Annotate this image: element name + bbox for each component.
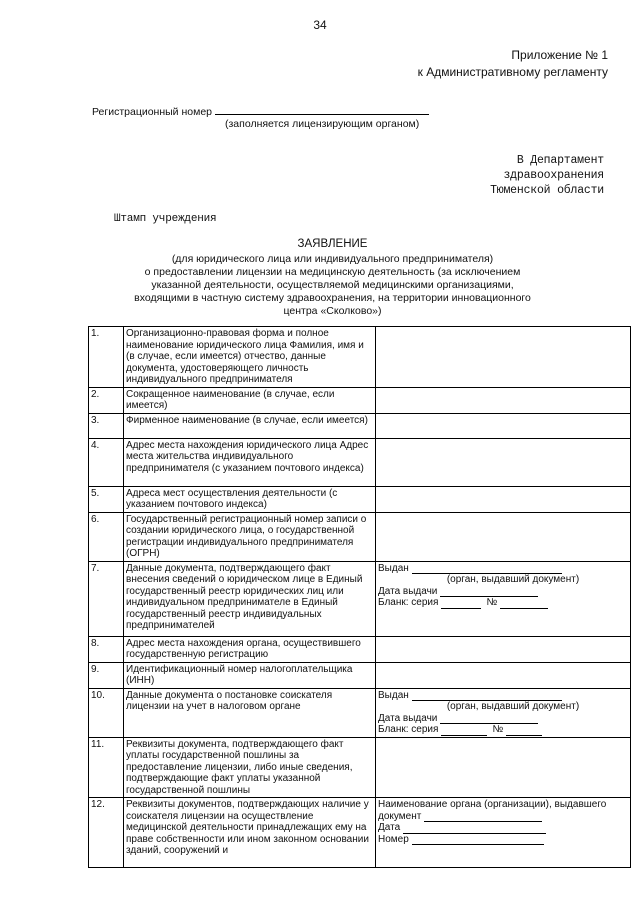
form-series-label: Бланк: серия — [378, 724, 439, 735]
row-value-field[interactable] — [376, 387, 631, 413]
row-number: 3. — [89, 413, 124, 438]
addressee-line-3: Тюменской области — [490, 184, 604, 197]
row-number: 7. — [89, 561, 124, 636]
row-label: Данные документа о постановке соискателя лицензии на учет в налоговом органе — [124, 688, 376, 737]
document-line — [378, 811, 628, 823]
table-row — [89, 561, 631, 636]
table-row — [89, 413, 631, 438]
row-number: 8. — [89, 636, 124, 662]
page-number: 34 — [313, 18, 327, 32]
document-label: документ — [378, 810, 422, 822]
title-line-1: (для юридического лица или индивидуального предпринимателя) — [171, 253, 494, 265]
registration-number-line — [92, 104, 429, 118]
form-number-field[interactable] — [500, 599, 548, 609]
form-number-field[interactable] — [506, 726, 542, 736]
issued-by-label: Выдан — [378, 689, 409, 701]
appendix-line-1: Приложение № 1 — [511, 48, 608, 62]
table-row — [89, 486, 631, 512]
document-details-cell — [376, 561, 631, 636]
row-label: Организационно-правовая форма и полное наименование юридического лица Фамилия, имя и (в случае, если имеется) отчество, данные документа, удостоверяющего личность индивидуального предпринимателя — [124, 327, 376, 388]
row-value-field[interactable] — [376, 737, 631, 798]
row-label: Государственный регистрационный номер записи о создании юридического лица, о государственной регистрации индивидуального предпринимателя (ОГРН) — [124, 512, 376, 561]
row-number: 11. — [89, 737, 124, 798]
row-number: 1. — [89, 327, 124, 388]
row-value-field[interactable] — [376, 662, 631, 688]
issued-by-label: Выдан — [378, 562, 409, 574]
form-series-line — [378, 724, 628, 736]
row-label: Фирменное наименование (в случае, если имеется) — [124, 413, 376, 438]
row-label: Данные документа, подтверждающего факт внесения сведений о юридическом лице в Единый государственный реестр юридических лиц или индивидуальном предпринимателе в Единый государственный реестр индивидуальных предпринимателей — [124, 561, 376, 636]
form-series-line — [378, 597, 628, 609]
row-label: Идентификационный номер налогоплательщика (ИНН) — [124, 662, 376, 688]
table-row — [89, 688, 631, 737]
issue-date-label: Дата выдачи — [378, 712, 438, 724]
issue-date-line — [378, 713, 628, 725]
institution-stamp-label: Штамп учреждения — [114, 213, 217, 225]
title-line-2: о предоставлении лицензии на медицинскую деятельность (за исключением — [144, 266, 521, 278]
form-series-field[interactable] — [441, 726, 487, 736]
row-number: 9. — [89, 662, 124, 688]
row-label: Адрес места нахождения органа, осуществившего государственную регистрацию — [124, 636, 376, 662]
row-label: Реквизиты документов, подтверждающих наличие у соискателя лицензии на осуществление медицинской деятельности принадлежащих ему на праве собственности или ином законном основании зданий, сооружений и — [124, 798, 376, 868]
issue-date-field[interactable] — [440, 587, 538, 597]
number-line — [378, 834, 628, 846]
table-row — [89, 387, 631, 413]
issued-by-field[interactable] — [412, 691, 562, 701]
application-form-table — [88, 326, 631, 868]
date-label: Дата — [378, 822, 401, 833]
tax-document-details-cell — [376, 688, 631, 737]
row-number: 4. — [89, 438, 124, 486]
row-label: Реквизиты документа, подтверждающего факт уплаты государственной пошлины за предоставление лицензии, либо иные сведения, подтверждающие факт уплаты указанной государственной пошлины — [124, 737, 376, 798]
appendix-heading — [418, 47, 608, 81]
row-value-field[interactable] — [376, 413, 631, 438]
table-row — [89, 662, 631, 688]
title-line-3: указанной деятельности, осуществляемой медицинскими организациями, — [151, 279, 514, 291]
application-title: ЗАЯВЛЕНИЕ — [297, 238, 368, 250]
row-label: Адрес места нахождения юридического лица Адрес места жительства индивидуального предпринимателя (с указанием почтового индекса) — [124, 438, 376, 486]
issue-date-line — [378, 586, 628, 598]
form-series-label: Бланк: серия — [378, 597, 439, 608]
table-row — [89, 737, 631, 798]
number-field[interactable] — [412, 835, 544, 845]
row-value-field[interactable] — [376, 438, 631, 486]
appendix-line-2: к Административному регламенту — [417, 65, 608, 79]
form-number-label: № — [492, 724, 504, 735]
issued-by-field[interactable] — [412, 564, 562, 574]
row-number: 6. — [89, 512, 124, 561]
row-number: 5. — [89, 486, 124, 512]
row-value-field[interactable] — [376, 327, 631, 388]
row-number: 10. — [89, 688, 124, 737]
date-line — [378, 822, 628, 834]
table-row — [89, 438, 631, 486]
addressee-block — [490, 153, 604, 198]
issued-by-line — [378, 563, 628, 575]
row-value-field[interactable] — [376, 486, 631, 512]
form-number-label: № — [486, 597, 498, 608]
table-row — [89, 798, 631, 868]
registration-number-field[interactable] — [215, 104, 429, 115]
row-label: Сокращенное наименование (в случае, если имеется) — [124, 387, 376, 413]
issuing-organization-label: Наименование органа (организации), выдавшего — [378, 799, 607, 810]
row-value-field[interactable] — [376, 512, 631, 561]
issue-date-label: Дата выдачи — [378, 585, 438, 597]
table-row — [89, 512, 631, 561]
application-title-block — [130, 238, 535, 318]
row-value-field[interactable] — [376, 636, 631, 662]
issuer-note: (орган, выдавший документ) — [446, 701, 580, 712]
addressee-line-1: В Департамент — [516, 154, 604, 167]
document-field[interactable] — [424, 812, 542, 822]
table-row — [89, 636, 631, 662]
date-field[interactable] — [403, 824, 546, 834]
registration-number-label: Регистрационный номер — [92, 106, 212, 118]
row-number: 2. — [89, 387, 124, 413]
title-line-4: входящими в частную систему здравоохранения, на территории инновационного — [134, 292, 531, 304]
addressee-line-2: здравоохранения — [503, 169, 604, 182]
issue-date-field[interactable] — [440, 714, 538, 724]
property-document-details-cell — [376, 798, 631, 868]
number-label: Номер — [378, 833, 409, 845]
issued-by-line — [378, 690, 628, 702]
title-line-5: центра «Сколково») — [283, 305, 382, 317]
row-number: 12. — [89, 798, 124, 868]
issuer-note: (орган, выдавший документ) — [446, 574, 580, 585]
registration-number-note: (заполняется лицензирующим органом) — [225, 118, 420, 130]
form-series-field[interactable] — [441, 599, 481, 609]
row-label: Адреса мест осуществления деятельности (с указанием почтового индекса) — [124, 486, 376, 512]
table-row — [89, 327, 631, 388]
